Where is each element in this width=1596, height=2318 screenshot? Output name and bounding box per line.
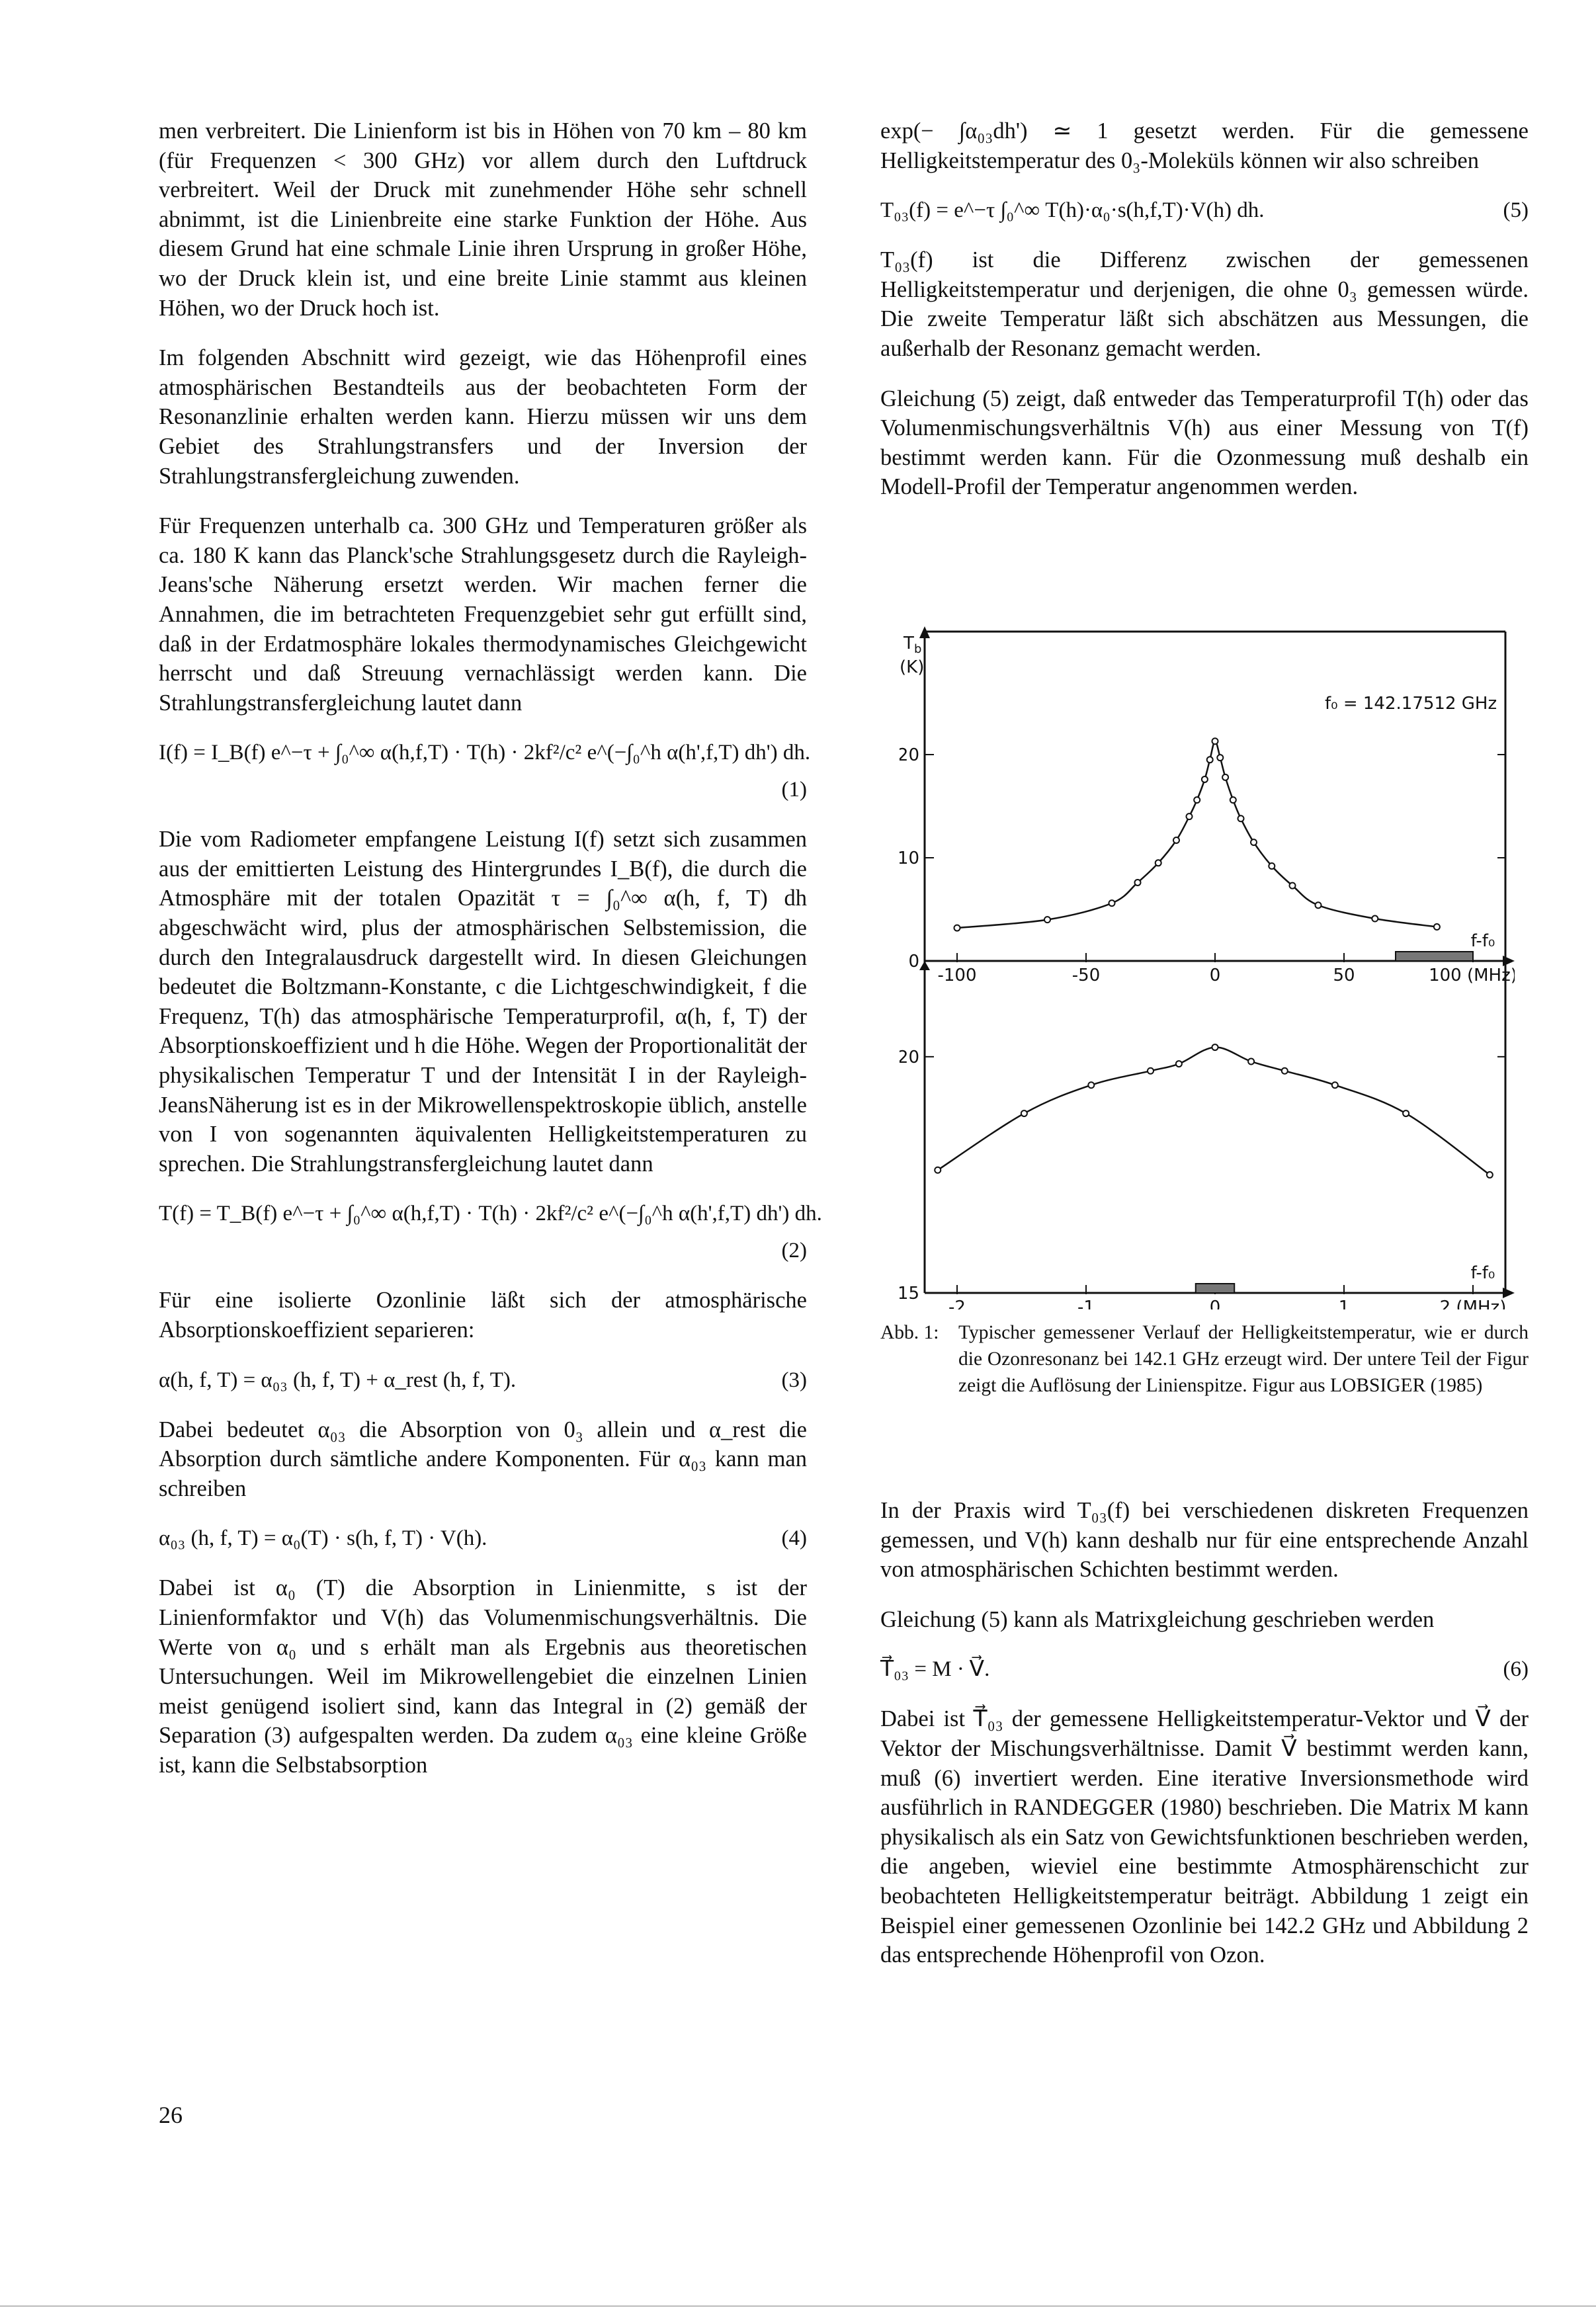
x-tick-label: 2 (MHz) (1439, 1298, 1507, 1309)
y-axis-unit: (K) (900, 657, 925, 677)
equation-3 (159, 1366, 807, 1395)
data-point (1251, 839, 1257, 845)
data-point (1282, 1068, 1288, 1074)
x-tick-label: 50 (1333, 966, 1355, 985)
paragraph: Dabei ist T⃗₀₃ der gemessene Helligkeitstemperatur-Vektor und V⃗ der Vektor der Mischungsverhältnisse. Damit V⃗ bestimmt werden kann, muß (6) invertiert werden. Eine iterative Inversionsmethode wird ausführlich in RANDEGGER (1980) beschrieben. Die Matrix M kann physikalisch als ein Satz von Gewichtsfunktionen beschrieben werden, die angeben, wieviel eine bestimmte Atmosphärenschicht zur beobachteten Helligkeitstemperatur beiträgt. Abbildung 1 zeigt ein Beispiel einer gemessenen Ozonlinie bei 142.2 GHz und Abbildung 2 das entsprechende Höhenprofil von Ozon. (880, 1706, 1529, 1968)
y-tick-label: 0 (908, 952, 919, 972)
equation-number: (4) (781, 1526, 807, 1551)
paragraph: Im folgenden Abschnitt wird gezeigt, wie das Höhenprofil eines atmosphärischen Bestandteils aus der beobachteten Form der Resonanzlinie erhalten werden kann. Hierzu müssen wir uns dem Gebiet des Strahlungstransfers und der Inversion der Strahlungstransfergleichung zuwenden. (159, 345, 807, 489)
equation-number: (3) (781, 1368, 807, 1392)
data-point (954, 925, 960, 931)
paragraph: men verbreitert. Die Linienform ist bis in Höhen von 70 km – 80 km (für Frequenzen < 300 GHz) vor allem durch den Luftdruck verbreitert. Weil der Druck mit zunehmender Höhe sehr schnell abnimmt, ist die Linienbreite eine starke Funktion der Höhe. Aus diesem Grund hat eine schmale Linie ihren Ursprung in großer Höhe, wo der Druck klein ist, und eine breite Linie stammt aus kleinen Höhen, wo der Druck hoch ist. (159, 118, 807, 321)
data-point (1290, 883, 1296, 889)
paragraph: Für Frequenzen unterhalb ca. 300 GHz und Temperaturen größer als ca. 180 K kann das Planck'sche Strahlungsgesetz durch die Rayleigh-Jeans'sche Näherung ersetzt werden. Wir machen ferner die Annahmen, die im betrachteten Frequenzgebiet sehr gut erfüllt sind, daß in der Erdatmosphäre lokales thermodynamisches Gleichgewicht herrscht und daß Streuung vernachlässigt werden kann. Die Strahlungstransfergleichung lautet dann (159, 513, 807, 716)
paragraph: exp(− ∫α₀₃dh') ≃ 1 gesetzt werden. Für die gemessene Helligkeitstemperatur des 0₃-Moleküls können wir also schreiben (880, 118, 1529, 173)
equation-text: α₀₃ (h, f, T) = α₀(T) · s(h, f, T) · V(h). (159, 1526, 487, 1551)
data-point (1148, 1068, 1154, 1074)
equation-text: I(f) = I_B(f) e^−τ + ∫₀^∞ α(h,f,T) · T(h) · 2kf²/c² e^(−∫₀^h α(h',f,T) dh') dh. (159, 741, 811, 765)
data-point (1044, 917, 1050, 923)
chart-annotation: f₀ = 142.17512 GHz (1325, 694, 1497, 714)
figure-caption (880, 1319, 1529, 1399)
equation-text: T₀₃(f) = e^−τ ∫₀^∞ T(h)·α₀·s(h,f,T)·V(h) dh. (880, 198, 1265, 223)
data-point (1194, 797, 1200, 803)
equation-text: α(h, f, T) = α₀₃ (h, f, T) + α_rest (h, f, T). (159, 1368, 517, 1392)
equation-4 (159, 1524, 807, 1553)
ozone-line-chart (900, 625, 1515, 1309)
page-number: 26 (159, 2102, 183, 2128)
right-column (880, 116, 1529, 522)
hatched-band (1396, 952, 1473, 961)
y-tick-label: 20 (900, 745, 919, 765)
x-tick-label: 1 (1338, 1298, 1350, 1309)
equation-number: (6) (1503, 1657, 1529, 1682)
equation-text: T(f) = T_B(f) e^−τ + ∫₀^∞ α(h,f,T) · T(h) · 2kf²/c² e^(−∫₀^h α(h',f,T) dh') dh. (159, 1202, 822, 1226)
y-tick-label: 15 (900, 1284, 919, 1304)
footer-rule (0, 2305, 1596, 2307)
equation-number: (2) (781, 1239, 807, 1263)
equation-1 (159, 738, 811, 804)
data-point (1217, 755, 1223, 761)
data-point (1269, 863, 1275, 869)
equation-text: T⃗₀₃ = M · V⃗. (880, 1657, 990, 1682)
data-point (1202, 776, 1208, 782)
data-point (1316, 902, 1322, 908)
data-point (1207, 757, 1213, 763)
x-axis-label: f-f₀ (1470, 931, 1495, 951)
paragraph: Gleichung (5) kann als Matrixgleichung geschrieben werden (880, 1606, 1435, 1632)
data-point (1248, 1059, 1254, 1065)
paragraph: Für eine isolierte Ozonlinie läßt sich der atmosphärische Absorptionskoeffizient separieren: (159, 1288, 807, 1343)
x-tick-label: -1 (1077, 1298, 1095, 1309)
data-point (1212, 738, 1218, 744)
data-point (1238, 815, 1244, 821)
caption-text: Typischer gemessener Verlauf der Helligkeitstemperatur, wie er durch die Ozonresonanz bei 142.1 GHz erzeugt wird. Der untere Teil der Figur zeigt die Auflösung der Linienspitze. Figur aus LOBSIGER (1985) (958, 1322, 1529, 1396)
data-point (1222, 774, 1228, 780)
data-point (1109, 900, 1115, 906)
x-tick-label: -50 (1071, 966, 1101, 985)
x-axis-label: f-f₀ (1470, 1263, 1495, 1283)
y-axis-label-subscript: b (914, 642, 922, 656)
data-point (1434, 924, 1440, 930)
data-point (1212, 1044, 1218, 1050)
data-point (1332, 1082, 1338, 1088)
figure-1 (900, 625, 1515, 1309)
y-tick-label: 20 (900, 1047, 919, 1067)
paragraph: Dabei bedeutet α₀₃ die Absorption von 0₃ allein und α_rest die Absorption durch sämtliche andere Komponenten. Für α₀₃ kann man schreiben (159, 1417, 807, 1501)
data-point (1372, 916, 1378, 922)
x-tick-label: 0 (1209, 1298, 1221, 1309)
data-point (1155, 860, 1161, 866)
paragraph: Die vom Radiometer empfangene Leistung I(f) setzt sich zusammen aus der emittierten Leistung des Hintergrundes I_B(f), die durch die Atmosphäre mit der totalen Opazität τ = ∫₀^∞ α(h, f, T) dh abgeschwächt wird, plus der atmosphärischen Selbstemission, die durch den Integralausdruck dargestellt wird. In diesen Gleichungen bedeutet die Boltzmann-Konstante, c die Lichtgeschwindigkeit, f die Frequenz, T(h) das atmosphärische Temperaturprofil, α(h, f, T) der Absorptionskoeffizient und h die Höhe. Wegen der Proportionalität der physikalischen Temperatur T und der Intensität I in der Rayleigh-JeansNäherung ist es in der Mikrowellenspektroskopie üblich, anstelle von I von sogenannten äquivalenten Helligkeitstemperaturen zu sprechen. Die Strahlungstransfergleichung lautet dann (159, 827, 807, 1177)
equation-number: (1) (781, 778, 807, 802)
equation-5 (880, 196, 1529, 225)
left-column (159, 116, 822, 1801)
x-tick-label: -2 (948, 1298, 966, 1309)
y-axis-label: T (903, 634, 914, 653)
caption-label: Abb. 1: (880, 1322, 939, 1343)
equation-number: (5) (1503, 198, 1529, 223)
y-tick-label: 10 (900, 849, 919, 868)
x-tick-label: 100 (MHz) (1429, 966, 1515, 985)
right-column-lower (880, 1496, 1529, 1991)
hatched-band (1196, 1284, 1235, 1293)
data-point (1230, 797, 1236, 803)
data-point (1021, 1110, 1027, 1116)
data-point (1135, 880, 1141, 886)
paragraph: T₀₃(f) ist die Differenz zwischen der gemessenen Helligkeitstemperatur und derjenigen, die ohne 0₃ gemessen würde. Die zweite Temperatur läßt sich abschätzen aus Messungen, die außerhalb der Resonanz gemacht werden. (880, 247, 1529, 361)
data-point (1403, 1110, 1409, 1116)
x-tick-label: 0 (1209, 966, 1221, 985)
data-point (1187, 813, 1193, 819)
data-point (1487, 1172, 1493, 1178)
data-point (1176, 1061, 1182, 1067)
data-point (935, 1167, 941, 1173)
paragraph: Gleichung (5) zeigt, daß entweder das Temperaturprofil T(h) oder das Volumenmischungsverhältnis V(h) aus einer Messung von T(f) bestimmt werden kann. Für die Ozonmessung muß deshalb ein Modell-Profil der Temperatur angenommen werden. (880, 386, 1529, 500)
paragraph: In der Praxis wird T₀₃(f) bei verschiedenen diskreten Frequenzen gemessen, und V(h) kann deshalb nur für eine entsprechende Anzahl von atmosphärischen Schichten bestimmt werden. (880, 1498, 1529, 1583)
x-tick-label: -100 (937, 966, 977, 985)
data-point (1088, 1082, 1094, 1088)
equation-6 (880, 1655, 1529, 1684)
data-point (1173, 837, 1179, 843)
equation-2 (159, 1199, 822, 1265)
paragraph: Dabei ist α₀ (T) die Absorption in Linienmitte, s ist der Linienformfaktor und V(h) das Volumenmischungsverhältnis. Die Werte von α₀ und s erhält man als Ergebnis aus theoretischen Untersuchungen. Weil im Mikrowellengebiet die einzelnen Linien meist genügend isoliert sind, kann das Integral in (2) gemäß der Separation (3) aufgespalten werden. Da zudem α₀₃ eine kleine Größe ist, kann die Selbstabsorption (159, 1575, 807, 1778)
